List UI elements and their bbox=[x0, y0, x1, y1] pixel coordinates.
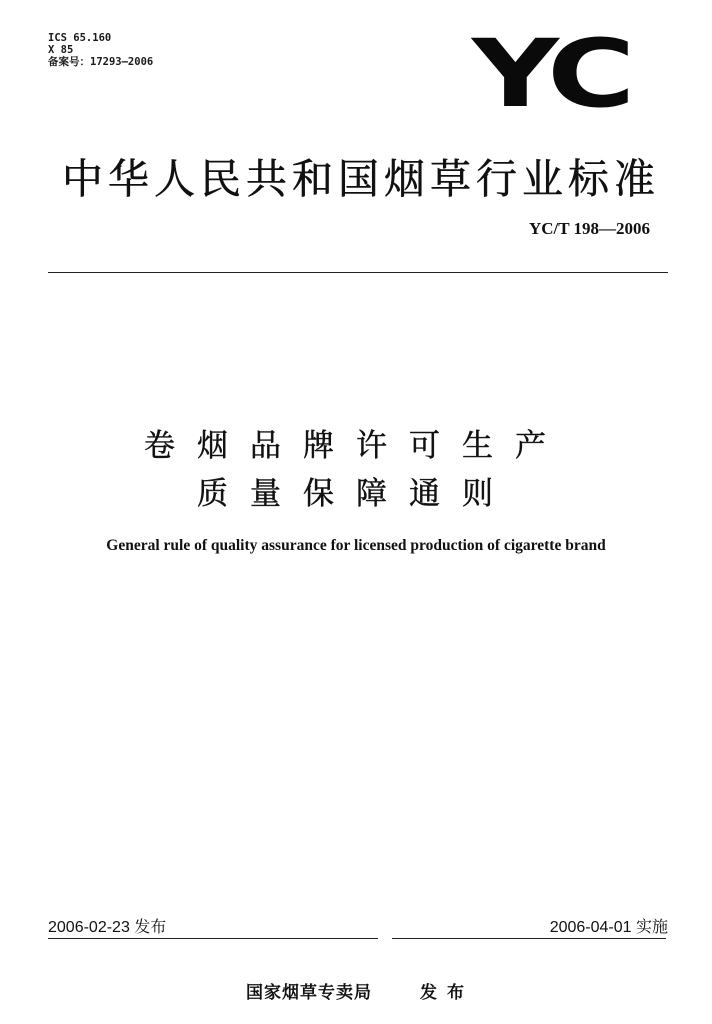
yc-logo: YC bbox=[472, 20, 628, 129]
issuing-action: 发布 bbox=[420, 983, 474, 1003]
chinese-title-line-1: 卷烟品牌许可生产 bbox=[144, 428, 568, 464]
filing-number: 备案号：17293—2006 bbox=[48, 56, 154, 68]
standard-category-title: 中华人民共和国烟草行业标准 bbox=[62, 155, 660, 203]
publish-date: 2006-02-23 发布 bbox=[48, 919, 167, 936]
classification-code: X 85 bbox=[48, 44, 74, 56]
ics-code: ICS 65.160 bbox=[48, 32, 112, 44]
issuing-authority: 国家烟草专卖局 bbox=[246, 983, 372, 1003]
footer-divider-right bbox=[392, 938, 666, 939]
standard-number: YC/T 198—2006 bbox=[528, 219, 650, 238]
chinese-title-line-2: 质量保障通则 bbox=[197, 476, 515, 512]
english-title: General rule of quality assurance for licensed production of cigarette brand bbox=[106, 537, 606, 554]
footer-divider-left bbox=[48, 938, 378, 939]
implementation-date: 2006-04-01 实施 bbox=[549, 919, 668, 936]
standard-metadata bbox=[48, 32, 153, 68]
header-divider bbox=[48, 272, 668, 273]
